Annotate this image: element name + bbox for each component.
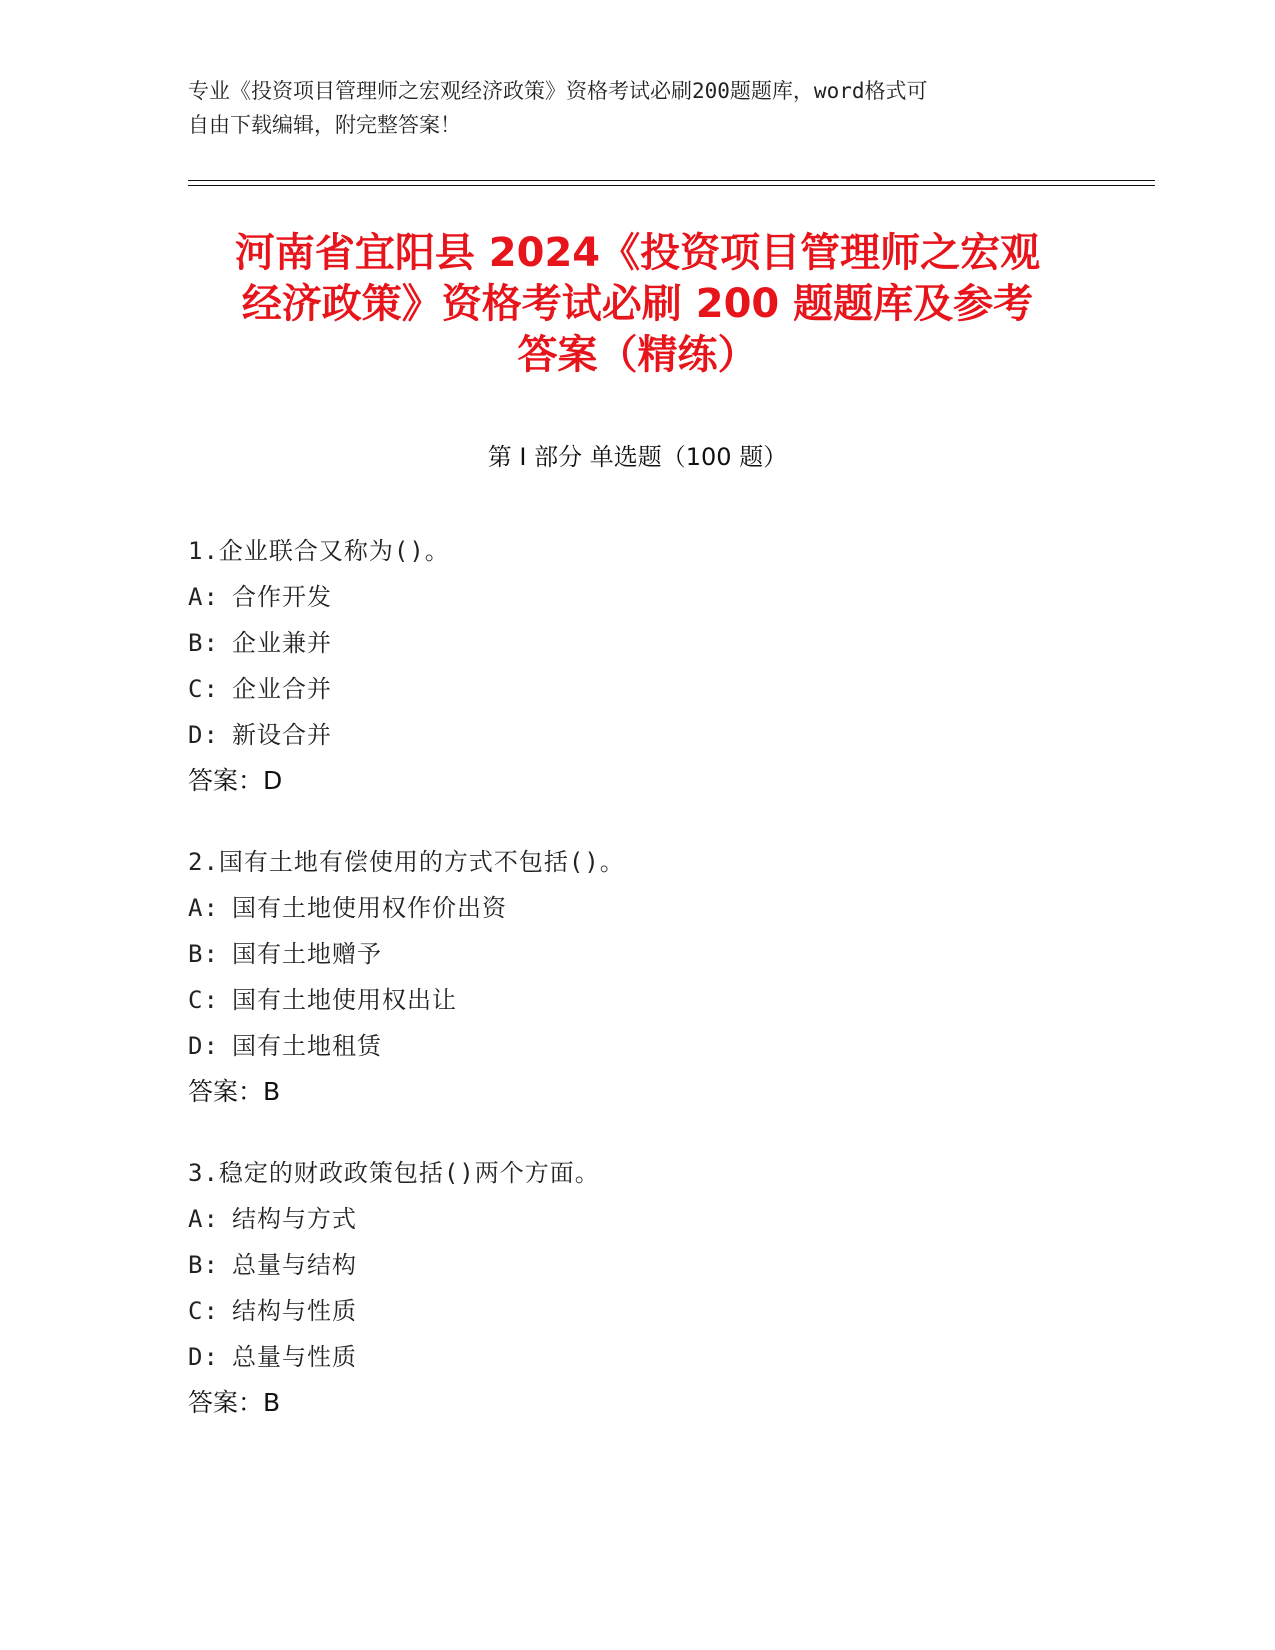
option-b	[188, 931, 1088, 977]
option-text: 国有土地使用权出让	[232, 986, 457, 1014]
question-item	[188, 528, 1088, 804]
option-text: 结构与性质	[232, 1297, 357, 1325]
document-title-line-2: 经济政策》资格考试必刷 200 题题库及参考	[241, 281, 1034, 327]
option-d	[188, 1334, 1088, 1380]
header-note-line-2: 自由下载编辑，附完整答案！	[188, 113, 461, 137]
option-d	[188, 1023, 1088, 1069]
question-stem: 1.企业联合又称为()。	[188, 537, 450, 565]
option-letter: B:	[188, 940, 219, 968]
option-text: 总量与性质	[232, 1343, 357, 1371]
section-heading: 第 I 部分 单选题（100 题）	[487, 443, 788, 471]
question-item	[188, 839, 1088, 1115]
header-note-line-1: 专业《投资项目管理师之宏观经济政策》资格考试必刷200题题库，word格式可	[188, 79, 928, 103]
option-letter: D:	[188, 721, 219, 749]
question-list	[188, 528, 1088, 1461]
option-a	[188, 574, 1088, 620]
option-letter: A:	[188, 894, 219, 922]
answer-line: 答案：D	[188, 766, 283, 795]
option-letter: C:	[188, 1297, 219, 1325]
option-text: 总量与结构	[232, 1251, 357, 1279]
question-item	[188, 1150, 1088, 1426]
option-letter: C:	[188, 675, 219, 703]
header-divider-top	[188, 180, 1155, 181]
option-a	[188, 885, 1088, 931]
option-c	[188, 666, 1088, 712]
option-b	[188, 1242, 1088, 1288]
option-text: 新设合并	[232, 721, 332, 749]
document-header-note	[188, 74, 1068, 142]
option-letter: B:	[188, 629, 219, 657]
option-d	[188, 712, 1088, 758]
document-title-line-1: 河南省宜阳县 2024《投资项目管理师之宏观	[234, 230, 1041, 276]
option-c	[188, 977, 1088, 1023]
option-text: 国有土地租赁	[232, 1032, 382, 1060]
answer-line: 答案：B	[188, 1077, 281, 1106]
header-divider-bottom	[188, 185, 1155, 186]
option-letter: B:	[188, 1251, 219, 1279]
answer-line: 答案：B	[188, 1388, 281, 1417]
question-stem: 2.国有土地有偿使用的方式不包括()。	[188, 848, 625, 876]
question-stem: 3.稳定的财政政策包括()两个方面。	[188, 1159, 600, 1187]
option-letter: D:	[188, 1343, 219, 1371]
option-b	[188, 620, 1088, 666]
option-text: 合作开发	[232, 583, 332, 611]
option-letter: D:	[188, 1032, 219, 1060]
option-text: 结构与方式	[232, 1205, 357, 1233]
option-text: 企业兼并	[232, 629, 332, 657]
option-a	[188, 1196, 1088, 1242]
option-letter: C:	[188, 986, 219, 1014]
option-letter: A:	[188, 583, 219, 611]
option-letter: A:	[188, 1205, 219, 1233]
document-title	[170, 228, 1105, 381]
option-text: 国有土地使用权作价出资	[232, 894, 507, 922]
option-text: 国有土地赠予	[232, 940, 382, 968]
document-title-line-3: 答案（精练）	[517, 332, 758, 378]
option-c	[188, 1288, 1088, 1334]
option-text: 企业合并	[232, 675, 332, 703]
